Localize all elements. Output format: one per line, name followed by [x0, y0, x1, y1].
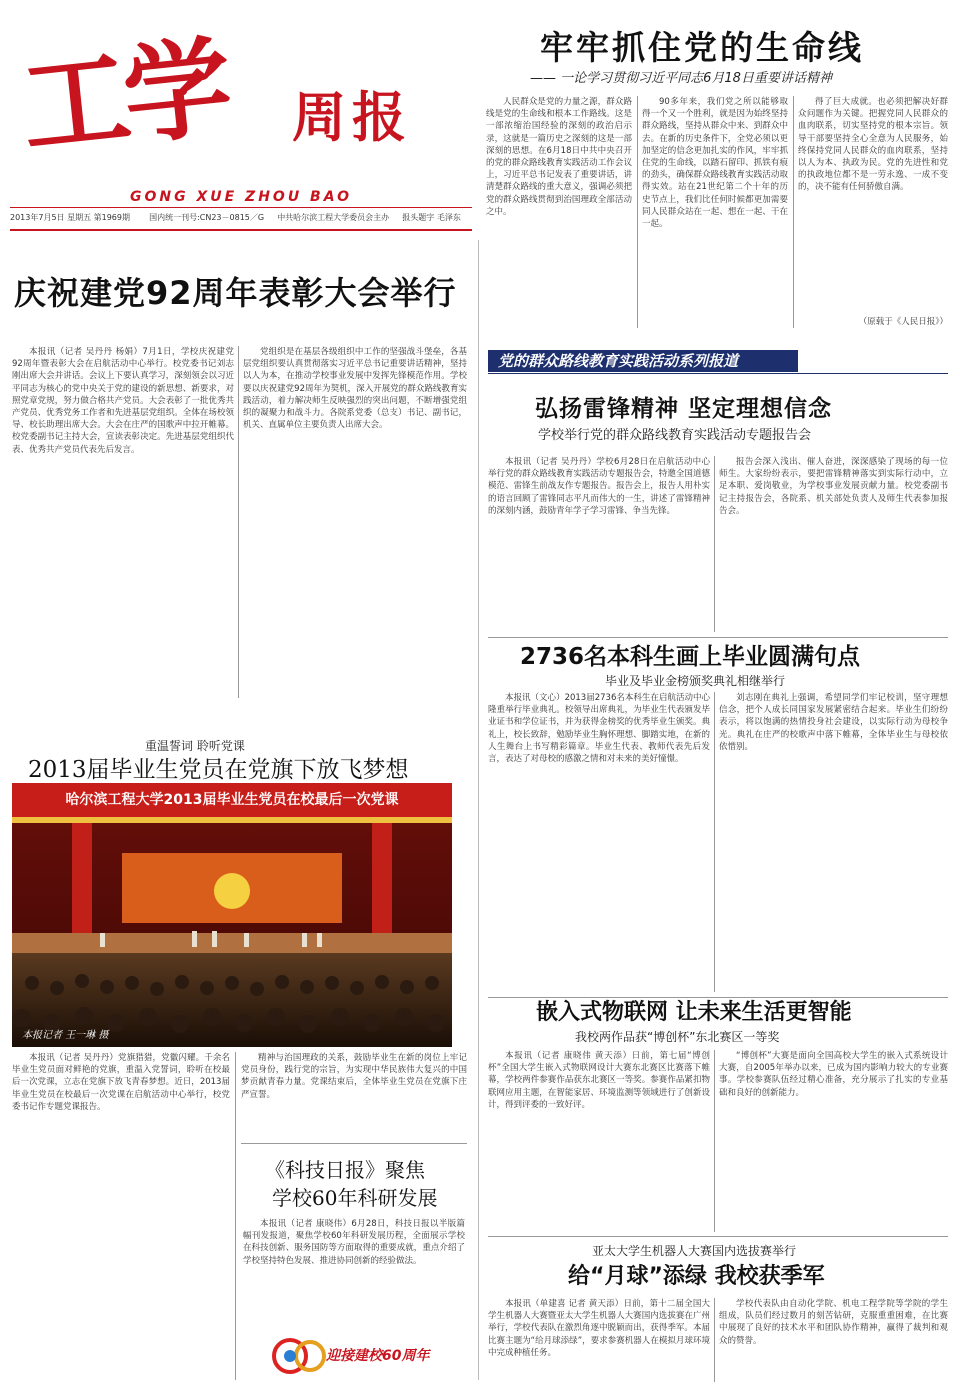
article6-col-1-text: 本报讯（单建喜 记者 黄天添）日前，第十二届全国大学生机器人大赛暨亚太大学生机器人大赛国内选拔赛在广州举行，学校代表队在激烈角逐中脱颖而出，获得季军。本届比赛主题为“给月球添绿”，要求参赛机器人在模拟月球环境中完成种植任务。 [488, 1299, 710, 1358]
anniversary-logo [268, 1336, 464, 1376]
party-emblem-icon [214, 873, 250, 909]
masthead-info-line [10, 212, 472, 224]
article4-body [243, 1218, 465, 1322]
lead-divider-2 [793, 96, 794, 328]
series-banner [488, 350, 798, 372]
article6-col-2-text: 学校代表队由自动化学院、机电工程学院等学院的学生组成，队员们经过数月的刻苦钻研，克服重重困难，在比赛中展现了良好的技术水平和团队协作精神，赢得了裁判和观众的赞誉。 [719, 1299, 948, 1346]
main-col-1-text: 本报讯（记者 吴丹丹 杨娟）7月1日，学校庆祝建党92周年暨表彰大会在启航活动中心举行。校党委书记刘志刚出席大会并讲话。会议上下要认真学习，深刻领会以习近平同志为核心的党中央关于党的建设的新思想、新要求，对照党章党规，努力做合格共产党员。大会表彰了一批优秀共产党员、优秀党务工作者和先进基层党组织。全体在场校领导、校长助理出席大会。大会在庄严的国歌声中拉开帷幕。校党委副书记主持大会，宣读表彰决定。先进基层党组织代表、优秀共产党员代表先后发言。 [12, 347, 234, 455]
main-divider [238, 346, 239, 698]
lead-source: （原载于《人民日报》） [858, 317, 948, 327]
article4-title-2: 学校60年科研发展 [272, 1186, 438, 1210]
article5-title: 嵌入式物联网 让未来生活更智能 [536, 1000, 852, 1025]
article5-bottom-rule [488, 1236, 948, 1237]
article2-col-2-text: 报告会深入浅出、催人奋进，深深感染了现场的每一位师生。大家纷纷表示，要把雷锋精神落实到实际行动中，立足本职、爱岗敬业，为学校事业发展贡献力量。校党委副书记主持报告会，各院系、机关部处负责人及师生代表参加报告会。 [719, 457, 948, 516]
photo-body-divider [235, 1052, 236, 1380]
masthead-logo: 工学 [15, 24, 233, 172]
stage-photo-graphic [12, 783, 452, 1047]
article3-title: 2736名本科生画上毕业圆满句点 [520, 644, 861, 670]
lead-divider-1 [637, 96, 638, 328]
article2-col-1-text: 本报讯（记者 吴丹丹）学校6月28日在启航活动中心举行党的群众路线教育实践活动专题报告会，特邀全国道德模范、雷锋生前战友作专题报告。报告会上，报告人用朴实的语言回顾了雷锋同志平凡而伟大的一生，讲述了雷锋精神的深刻内涵，鼓励青年学子学习雷锋、争当先锋。 [488, 457, 710, 516]
article4-body-text: 本报讯（记者 康晓伟）6月28日，科技日报以半版篇幅刊发报道，聚焦学校60年科研发展历程，全面展示学校在科技创新、服务国防等方面取得的重要成就，重点介绍了学校坚持特色发展、推进协同创新的经验做法。 [243, 1219, 465, 1266]
masthead-rule-bottom [10, 229, 472, 231]
photo-title: 2013届毕业生党员在党旗下放飞梦想 [28, 757, 409, 783]
masthead-rule-mid [10, 207, 472, 208]
anniversary-logo-text: 迎接建校60周年 [326, 1348, 430, 1364]
article5-col-1-text: 本报讯（记者 康晓伟 黄天添）日前，第七届“博创杯”全国大学生嵌入式物联网设计大赛东北赛区比赛落下帷幕，学校两件参赛作品获东北赛区一等奖。参赛作品紧扣物联网应用主题，在智能家居、环境监测等领域进行了创新设计，得到评委的一致好评。 [488, 1051, 710, 1110]
masthead-publisher: 中共哈尔滨工程大学委员会主办 [277, 213, 390, 222]
article6-col-2 [719, 1298, 948, 1382]
article3-col-2-text: 刘志刚在典礼上强调，希望同学们牢记校训，坚守理想信念，把个人成长同国家发展紧密结合起来。毕业生们纷纷表示，将以饱满的热情投身社会建设，以实际行动为母校争光。典礼在庄严的校歌声中落下帷幕，全体毕业生与母校依依惜别。 [719, 693, 948, 752]
lead-col-2-text: 90多年来，我们党之所以能够取得一个又一个胜利，就是因为始终坚持群众路线，坚持从群众中来、到群众中去。在新的历史条件下，全党必须以更加坚定的信念更加扎实的作风，牢牢抓住党的生命线，以踏石留印、抓铁有痕的劲头，确保群众路线教育实践活动取得实效。站在21世纪第二个十年的历史节点上，我们比任何时候都更加需要同人民群众站在一起、想在一起、干在一起。 [642, 97, 788, 230]
article3-divider [714, 692, 715, 992]
article2-col-1 [488, 456, 710, 632]
photo-body-col-2 [241, 1052, 467, 1120]
series-banner-text: 党的群众路线教育实践活动系列报道 [498, 352, 739, 370]
main-col-2-text: 党组织是在基层各级组织中工作的坚强战斗堡垒，各基层党组织要认真贯彻落实习近平总书记重要讲话精神，坚持以人为本，在推动学校事业发展中发挥先锋模范作用。学校要以庆祝建党92周年为契机，深入开展党的群众路线教育实践活动，着力解决师生反映强烈的突出问题，不断增强党组织的凝聚力和战斗力。各院系党委（总支）书记、副书记，机关、直属单位主要负责人出席大会。 [243, 347, 467, 431]
article5-subtitle: 我校两作品获“博创杯”东北赛区一等奖 [575, 1030, 780, 1044]
stage-photo [12, 783, 452, 1047]
lead-subtitle: —— 一论学习贯彻习近平同志6月18日重要讲话精神 [530, 71, 832, 86]
article2-divider [714, 456, 715, 632]
main-col-1 [12, 346, 234, 698]
masthead-date: 2013年7月5日 星期五 第1969期 [10, 213, 130, 222]
article5-col-2 [719, 1050, 948, 1232]
photo-kicker: 重温誓词 聆听党课 [145, 739, 245, 753]
photo-body-col-1 [12, 1052, 230, 1380]
article2-title: 弘扬雷锋精神 坚定理想信念 [535, 396, 833, 422]
article2-bottom-rule [488, 637, 948, 638]
article6-divider [714, 1298, 715, 1382]
article2-subtitle: 学校举行党的群众路线教育实践活动专题报告会 [538, 428, 812, 443]
article5-divider [714, 1050, 715, 1232]
article6-title: 给“月球”添绿 我校获季军 [568, 1264, 825, 1289]
lead-col-3 [798, 96, 948, 316]
lead-col-3-text: 得了巨大成就。也必须把解决好群众问题作为关键。把握党同人民群众的血肉联系，切实坚持党的根本宗旨。领导干部要坚持全心全意为人民服务，始终保持党同人民群众的血肉联系，坚持以人为本、执政为民。党的先进性和党的执政地位都不是一劳永逸、一成不变的，决不能有任何骄傲自满。 [798, 97, 948, 193]
main-col-2 [243, 346, 467, 698]
masthead [0, 0, 480, 240]
article6-col-1 [488, 1298, 710, 1382]
article2-col-2 [719, 456, 948, 632]
stage-photo-credit: 本报记者 王一琳 摄 [22, 1030, 109, 1041]
article4-top-rule [241, 1143, 467, 1144]
stage-photo-banner: 哈尔滨工程大学2013届毕业生党员在校最后一次党课 [65, 792, 399, 808]
masthead-cn-number: 国内统一刊号:CN23－0815／G [149, 213, 265, 222]
series-banner-rule [488, 373, 948, 374]
photo-body-col-1-text: 本报讯（记者 吴丹丹）党旗猎猎，党徽闪耀。千余名毕业生党员面对鲜艳的党旗，重温入党誓词，聆听在校最后一次党课，立志在党旗下放飞青春梦想。近日，2013届毕业生党员在校最后一次党课在启航活动中心举行，校党委书记作专题党课报告。 [12, 1053, 230, 1112]
article5-col-2-text: “博创杯”大赛是面向全国高校大学生的嵌入式系统设计大赛，自2005年举办以来，已成为国内影响力较大的专业赛事。学校参赛队伍经过精心准备，充分展示了扎实的专业基础和良好的创新能力。 [719, 1051, 948, 1098]
article4-title: 《科技日报》聚焦 [265, 1158, 425, 1182]
article3-col-1 [488, 692, 710, 992]
lead-col-1-text: 人民群众是党的力量之源，群众路线是党的生命线和根本工作路线。这是一部浓缩治国经验的深刻的政治启示录，这就是一篇历史之深刻的这是一部深刻的思想。在6月18日中共中央召开的党的群众路线教育实践活动工作会议上，习近平总书记发表了重要讲话，讲清楚群众路线的重大意义，强调必须把党的群众路线贯彻到治国理政全部活动之中。 [486, 97, 632, 217]
photo-body-col-2-text: 精神与治国理政的关系，鼓励毕业生在新的岗位上牢记党员身份，践行党的宗旨，为实现中华民族伟大复兴的中国梦贡献青春力量。党课结束后，全体毕业生党员在党旗下庄严宣誓。 [241, 1053, 467, 1100]
masthead-web: 报头题字 毛泽东 [402, 213, 461, 222]
article6-kicker: 亚太大学生机器人大赛国内选拔赛举行 [592, 1244, 797, 1258]
masthead-pinyin: GONG XUE ZHOU BAO [10, 188, 472, 206]
article3-col-2 [719, 692, 948, 992]
lead-title: 牢牢抓住党的生命线 [540, 28, 864, 67]
article5-col-1 [488, 1050, 710, 1232]
article3-col-1-text: 本报讯（文心）2013届2736名本科生在启航活动中心隆重举行毕业典礼。校领导出席典礼，为毕业生代表颁发毕业证书和学位证书，并为获得金榜奖的优秀毕业生颁奖。典礼上，校长致辞，勉励毕业生胸怀理想、脚踏实地，在新的人生舞台上书写精彩篇章。毕业生代表、教师代表先后发言，表达了对母校的感激之情和对未来的美好憧憬。 [488, 693, 710, 765]
main-title: 庆祝建党92周年表彰大会举行 [14, 274, 457, 312]
lead-col-1 [486, 96, 632, 328]
article3-subtitle: 毕业及毕业金榜颁奖典礼相继举行 [605, 674, 786, 688]
anniversary-emblem-icon [268, 1336, 328, 1376]
lead-col-2 [642, 96, 788, 328]
page-center-divider [478, 240, 479, 1380]
masthead-zhoubao: 周报 [292, 86, 412, 149]
